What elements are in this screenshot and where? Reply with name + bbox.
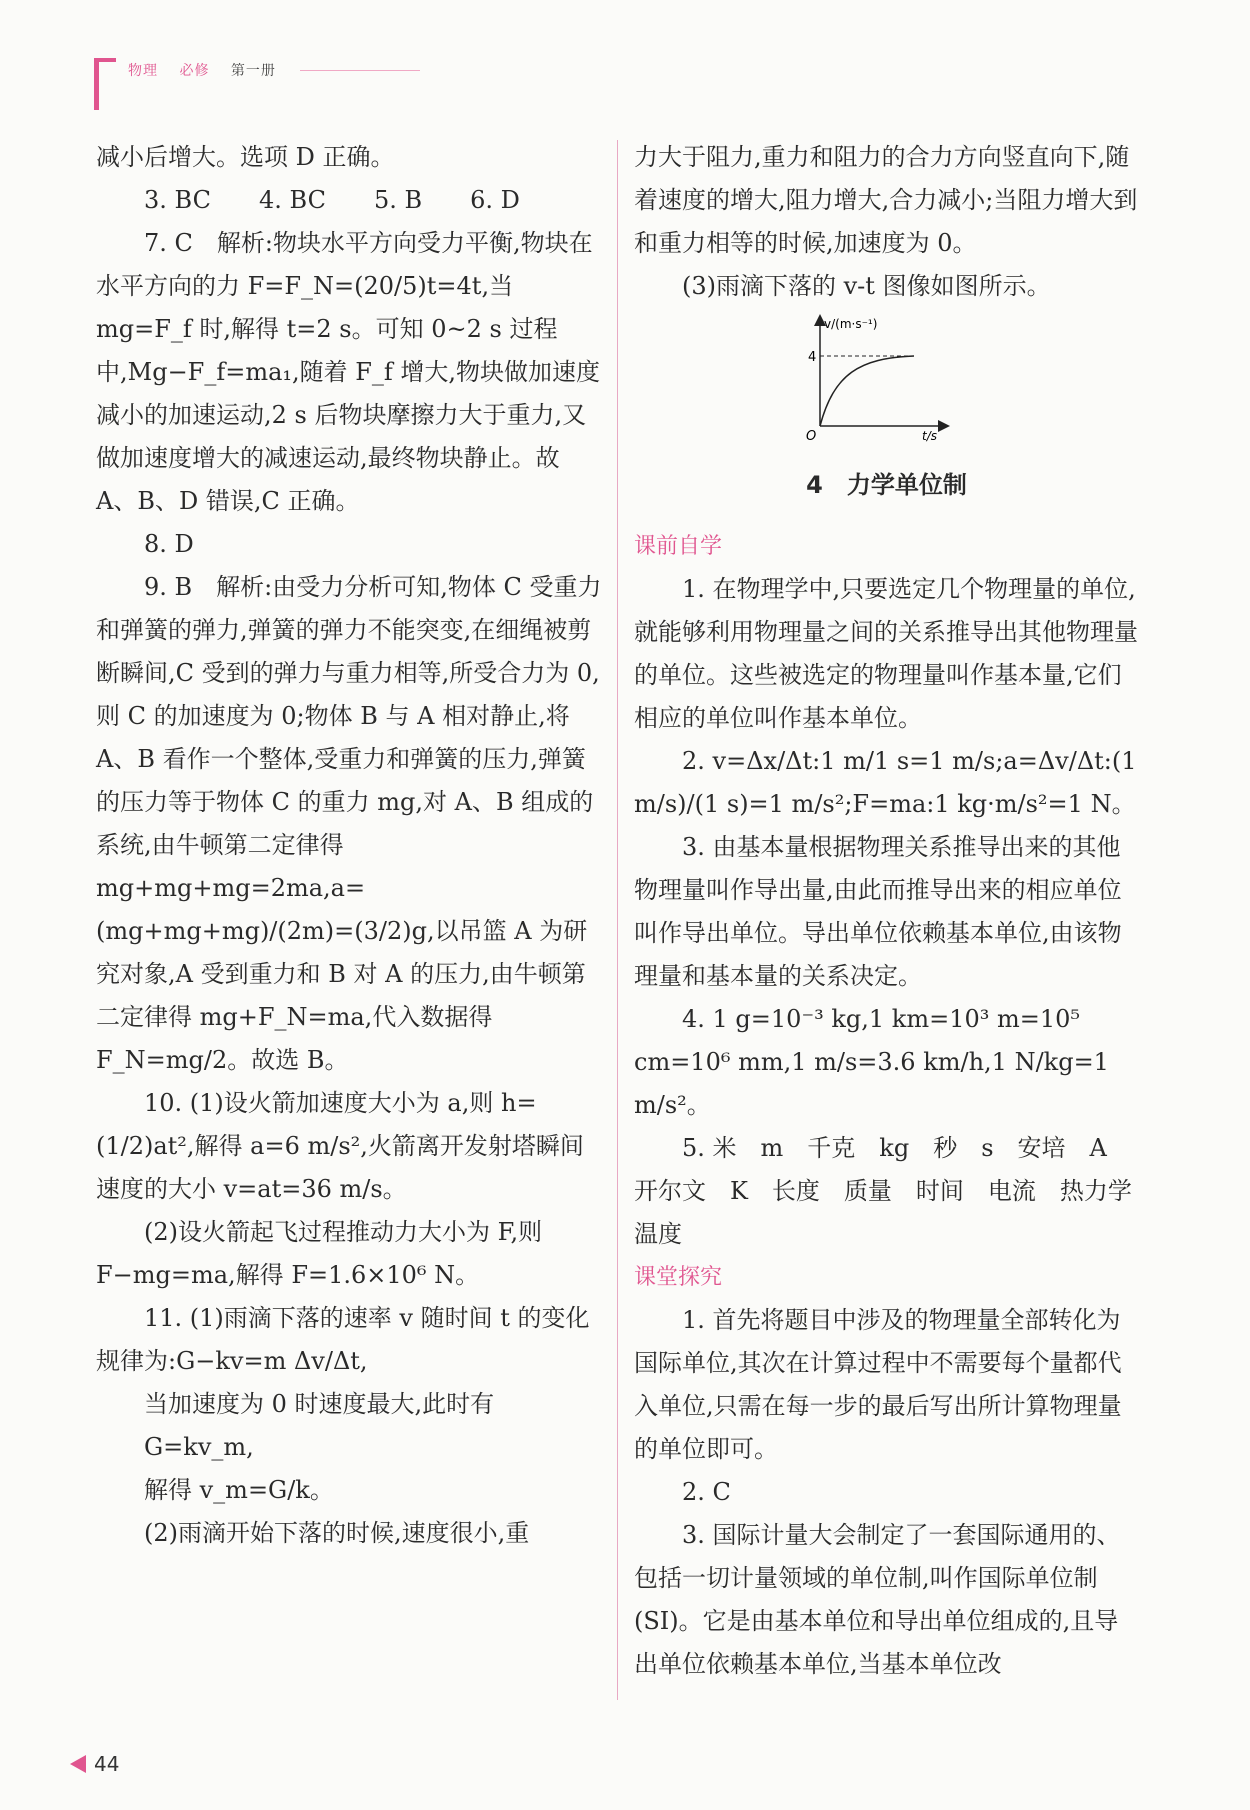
equation: G=kv_m, <box>144 1433 254 1461</box>
answer-11-2: (2)雨滴开始下落的时候,速度很小,重 <box>144 1519 530 1547</box>
header-accent-bar <box>94 58 99 110</box>
answer-11-1: 11. (1)雨滴下落的速率 v 随时间 t 的变化规律为:G−kv=m Δv/Δt, <box>96 1304 590 1375</box>
right-column <box>634 136 1139 1686</box>
header-subject: 物理 <box>128 63 158 79</box>
page-number-text: 44 <box>94 1752 120 1776</box>
paragraph: 力大于阻力,重力和阻力的合力方向竖直向下,随着速度的增大,阻力增大,合力减小;当阻力增大到和重力相等的时候,加速度为 0。 <box>634 143 1138 257</box>
class-heading: 课堂探究 <box>634 1265 723 1290</box>
x-label: t/s <box>922 429 937 443</box>
paragraph: 减小后增大。选项 D 正确。 <box>96 143 395 171</box>
origin-label: O <box>806 429 817 444</box>
preview-heading: 课前自学 <box>634 534 723 559</box>
paragraph: 当加速度为 0 时速度最大,此时有 <box>144 1390 495 1418</box>
answers-3-6: 3. BC 4. BC 5. B 6. D <box>144 186 520 214</box>
preview-item: 3. 由基本量根据物理关系推导出来的其他物理量叫作导出量,由此而推导出来的相应单位叫作导出单位。导出单位依赖基本单位,由该物理量和基本量的关系决定。 <box>634 833 1122 990</box>
asymptote-label: 4 <box>808 350 817 365</box>
column-divider <box>617 140 618 1700</box>
vt-graph <box>804 314 954 444</box>
header-type: 必修 <box>179 63 210 79</box>
y-label: v/(m·s⁻¹) <box>824 317 878 331</box>
header-accent-top <box>94 58 116 62</box>
triangle-left-icon <box>70 1755 86 1773</box>
answer-8: 8. D <box>144 530 194 558</box>
preview-item: 2. v=Δx/Δt:1 m/1 s=1 m/s;a=Δv/Δt:(1 m/s)/(1 s)=1 m/s²;F=ma:1 kg·m/s²=1 N。 <box>634 747 1137 818</box>
preview-item: 5. 米 m 千克 kg 秒 s 安培 A 开尔文 K 长度 质量 时间 电流 热力学温度 <box>634 1134 1132 1248</box>
header-volume: 第一册 <box>230 63 276 79</box>
equation: 解得 v_m=G/k。 <box>144 1476 334 1504</box>
preview-item: 4. 1 g=10⁻³ kg,1 km=10³ m=10⁵ cm=10⁶ mm,1 m/s=3.6 km/h,1 N/kg=1 m/s²。 <box>634 1005 1109 1119</box>
section-title: 4 力学单位制 <box>806 471 967 499</box>
answer-10-1: 10. (1)设火箭加速度大小为 a,则 h=(1/2)at²,解得 a=6 m/s²,火箭离开发射塔瞬间速度的大小 v=at=36 m/s。 <box>96 1089 584 1203</box>
answer-7: 7. C 解析:物块水平方向受力平衡,物块在水平方向的力 F=F_N=(20/5)t=4t,当 mg=F_f 时,解得 t=2 s。可知 0~2 s 过程中,Mg−F_f=ma₁,随着 F_f 增大,物块做加速度减小的加速运动,2 s 后物块摩擦力大于重力,又做加速度增大的减速运动,最终物块静止。故 A、B、D 错误,C 正确。 <box>96 229 601 515</box>
running-header <box>128 60 292 80</box>
header-rule <box>300 70 420 71</box>
page-number <box>70 1752 119 1776</box>
class-item: 1. 首先将题目中涉及的物理量全部转化为国际单位,其次在计算过程中不需要每个量都代入单位,只需在每一步的最后写出所计算物理量的单位即可。 <box>634 1306 1122 1463</box>
velocity-curve <box>820 356 914 426</box>
class-item: 2. C <box>682 1478 731 1506</box>
left-column <box>96 136 606 1555</box>
answer-9: 9. B 解析:由受力分析可知,物体 C 受重力和弹簧的弹力,弹簧的弹力不能突变,在细绳被剪断瞬间,C 受到的弹力与重力相等,所受合力为 0,则 C 的加速度为 0;物体 B 与 A 相对静止,将 A、B 看作一个整体,受重力和弹簧的压力,弹簧的压力等于物体 C 的重力 mg,对 A、B 组成的系统,由牛顿第二定律得 mg+mg+mg=2ma,a=(mg+mg+mg)/(2m)=(3/2)g,以吊篮 A 为研究对象,A 受到重力和 B 对 A 的压力,由牛顿第二定律得 mg+F_N=ma,代入数据得 F_N=mg/2。故选 B。 <box>96 573 602 1074</box>
graph-caption: (3)雨滴下落的 v-t 图像如图所示。 <box>682 272 1051 300</box>
class-item: 3. 国际计量大会制定了一套国际通用的、包括一切计量领域的单位制,叫作国际单位制(SI)。它是由基本单位和导出单位组成的,且导出单位依赖基本单位,当基本单位改 <box>634 1521 1121 1678</box>
answer-10-2: (2)设火箭起飞过程推动力大小为 F,则 F−mg=ma,解得 F=1.6×10⁶ N。 <box>96 1218 543 1289</box>
preview-item: 1. 在物理学中,只要选定几个物理量的单位,就能够利用物理量之间的关系推导出其他物理量的单位。这些被选定的物理量叫作基本量,它们相应的单位叫作基本单位。 <box>634 575 1138 732</box>
